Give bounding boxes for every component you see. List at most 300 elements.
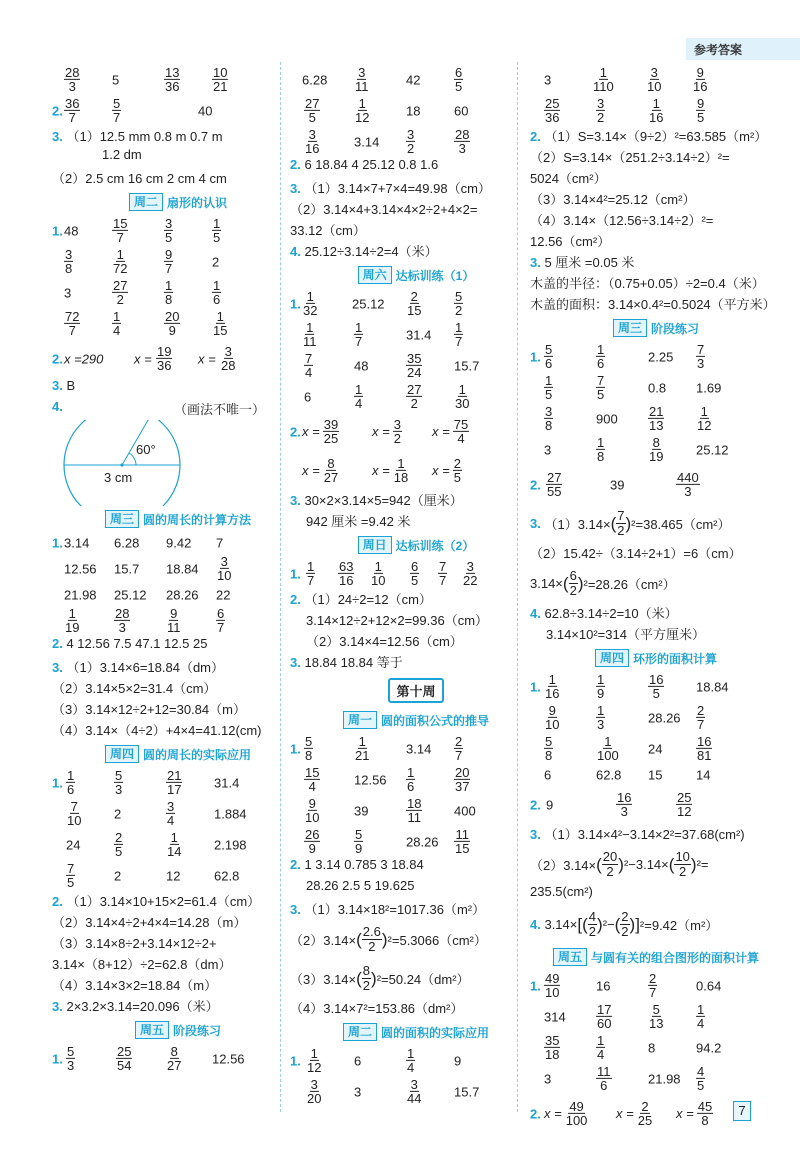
question-number: 2. <box>52 103 63 118</box>
answer-cell <box>648 404 664 432</box>
section-day-badge: 周二 <box>129 193 163 211</box>
denominator: 15 <box>213 323 228 338</box>
denominator: 8 <box>65 261 73 276</box>
fraction <box>166 768 182 796</box>
answer-cell <box>676 1099 713 1127</box>
denominator: 15 <box>455 841 470 856</box>
circle-diagram <box>52 420 304 506</box>
fraction <box>592 65 615 93</box>
denominator: 3 <box>697 356 705 371</box>
answer-text: （1）3.14×18²=1017.36（m²） <box>304 902 486 917</box>
denominator: 7 <box>307 573 315 588</box>
answer-cell <box>454 827 470 855</box>
denominator: 13 <box>649 418 664 433</box>
denominator: 2 <box>679 864 687 879</box>
question-number: 3. <box>530 827 541 842</box>
answer-cell <box>596 672 605 700</box>
answer-text: （2）3.14× <box>530 858 597 873</box>
answer-row <box>52 584 304 605</box>
denominator: 10 <box>217 568 232 583</box>
fraction <box>648 435 664 463</box>
question-number: 1. <box>290 566 301 581</box>
denominator: 5 <box>115 844 123 859</box>
numerator: 16 <box>697 733 712 749</box>
page-number: 7 <box>733 1101 751 1121</box>
answer-value: 31.4 <box>214 775 240 790</box>
answer-cell <box>112 72 119 87</box>
section-day-badge: 周四 <box>105 745 139 763</box>
numerator: 1 <box>697 1001 705 1017</box>
numerator: 17 <box>597 1001 612 1017</box>
denominator: 20 <box>307 1091 322 1106</box>
answer-cell <box>304 127 320 155</box>
answer-column-3 <box>530 64 782 1133</box>
numerator: 3 <box>65 246 73 262</box>
fraction <box>697 1099 713 1127</box>
fraction <box>304 96 320 124</box>
answer-row <box>290 589 542 610</box>
fraction <box>596 734 620 762</box>
answer-value: 48 <box>64 223 79 238</box>
answer-cell <box>406 289 422 317</box>
answer-cell <box>648 741 662 756</box>
question-number: 1. <box>52 223 63 238</box>
answer-row <box>530 168 782 189</box>
answer-value: 3 <box>544 442 552 457</box>
numerator: 5 <box>652 1001 660 1017</box>
fraction <box>114 830 123 858</box>
numerator: 7 <box>439 558 447 574</box>
answer-row <box>52 798 304 829</box>
denominator: 12 <box>677 804 692 819</box>
answer-cell <box>372 417 402 445</box>
answer-cell <box>454 358 479 373</box>
denominator: 36 <box>157 358 172 373</box>
section-header <box>290 707 542 733</box>
answer-text: 942 厘米 =9.42 米 <box>306 514 411 529</box>
answer-text: ²=9.42（m²） <box>639 918 719 933</box>
denominator: 5 <box>652 686 660 701</box>
numerator: 1 <box>397 455 405 471</box>
numerator: 25 <box>545 95 560 111</box>
answer-text: 1.2 dm <box>102 147 142 162</box>
denominator: 9 <box>308 841 316 856</box>
paren-open: ( <box>582 914 588 934</box>
denominator: 2 <box>597 110 605 125</box>
answer-cell <box>432 456 462 484</box>
numerator: 1 <box>358 733 366 749</box>
denominator: 5 <box>213 230 221 245</box>
answer-cell <box>114 830 123 858</box>
answer-cell <box>64 247 73 275</box>
numerator: 1 <box>700 403 708 419</box>
answer-text: 25.12÷3.14÷2=4（米） <box>304 244 438 259</box>
fraction <box>66 768 75 796</box>
answer-cell <box>696 380 721 395</box>
numerator: 3 <box>165 215 173 231</box>
answer-value: 21.98 <box>648 1071 681 1086</box>
fraction <box>546 470 562 498</box>
answer-row <box>530 465 782 504</box>
numerator: 9 <box>170 605 178 621</box>
answer-text: （1）3.14× <box>544 517 611 532</box>
answer-text: （2）S=3.14×（251.2÷3.14÷2）²= <box>530 150 730 165</box>
answer-cell <box>212 216 221 244</box>
numerator: 9 <box>165 246 173 262</box>
fraction <box>406 1077 422 1105</box>
answer-text: x =290 <box>64 351 104 366</box>
fraction <box>544 404 553 432</box>
answer-row <box>530 95 782 126</box>
answer-cell <box>212 65 228 93</box>
answer-row <box>290 126 542 157</box>
answer-text: 3.14×（8+12）÷2=62.8（dm） <box>52 957 232 972</box>
question-number: 2. <box>530 1106 541 1121</box>
fraction <box>362 925 382 953</box>
answer-cell <box>212 254 219 269</box>
fraction <box>64 247 73 275</box>
answer-cell <box>166 768 182 796</box>
denominator: 2 <box>617 523 625 538</box>
fraction <box>696 342 705 370</box>
section-title: 扇形的认识 <box>167 195 228 210</box>
answer-cell <box>214 775 239 790</box>
answer-value: 31.4 <box>406 327 432 342</box>
fraction <box>616 509 625 537</box>
denominator: 30 <box>455 396 470 411</box>
fraction <box>304 796 320 824</box>
fraction <box>648 672 664 700</box>
answer-cell <box>648 1071 681 1086</box>
answer-text: （1）S=3.14×（9÷2）²=63.585（m²） <box>544 129 768 144</box>
denominator: 11 <box>407 810 421 825</box>
answer-text: 3.14× <box>544 917 578 932</box>
answer-cell <box>354 358 368 373</box>
fraction <box>306 1077 322 1105</box>
answer-cell <box>302 320 318 348</box>
fraction <box>112 278 128 306</box>
answer-row <box>530 231 782 252</box>
fraction <box>406 1046 415 1074</box>
denominator: 60 <box>597 1016 612 1031</box>
answer-cell <box>544 342 553 370</box>
numerator: 1 <box>216 308 224 324</box>
answer-value: 1.69 <box>696 380 722 395</box>
answer-value: 39 <box>354 803 369 818</box>
answer-cell <box>354 827 363 855</box>
numerator: 27 <box>305 95 320 111</box>
numerator: 6 <box>411 558 419 574</box>
answer-cell <box>406 103 420 118</box>
answer-value: 25.12 <box>352 296 385 311</box>
answer-value: 15.7 <box>454 358 480 373</box>
fraction <box>648 404 664 432</box>
answer-value: 9 <box>546 797 554 812</box>
fraction <box>164 278 173 306</box>
fraction <box>354 320 363 348</box>
answer-cell <box>212 309 228 337</box>
answer-value: 3 <box>544 72 552 87</box>
answer-text: 3.14×12÷2+12×2=99.36（cm） <box>306 613 489 628</box>
fraction <box>112 309 121 337</box>
answer-cell <box>354 134 379 149</box>
numerator: 1 <box>604 733 612 749</box>
answer-cell <box>64 309 80 337</box>
fraction <box>596 1002 612 1030</box>
fraction <box>453 456 462 484</box>
fraction <box>64 65 80 93</box>
answer-cell <box>648 971 657 999</box>
answer-cell <box>354 65 370 93</box>
answer-row <box>290 64 542 95</box>
fraction <box>454 289 463 317</box>
fraction <box>406 796 422 824</box>
fraction <box>596 672 605 700</box>
answer-cell <box>648 710 681 725</box>
section-title: 环形的面积计算 <box>633 651 718 666</box>
section-day-badge: 周一 <box>343 711 377 729</box>
numerator: 1 <box>407 1045 415 1061</box>
answer-row <box>290 381 542 412</box>
fraction <box>362 964 371 992</box>
denominator: 3 <box>597 717 605 732</box>
question-number: 2. <box>52 636 63 651</box>
paren-close: ) <box>625 513 632 533</box>
fraction <box>323 417 339 445</box>
denominator: 36 <box>545 110 560 125</box>
week-title <box>290 673 542 707</box>
answer-cell <box>616 790 632 818</box>
answer-value: 2 <box>114 806 122 821</box>
denominator: 3 <box>115 782 123 797</box>
answer-value: 40 <box>198 103 213 118</box>
answer-value: 6.28 <box>302 72 328 87</box>
denominator: 6 <box>67 782 75 797</box>
answer-cell <box>546 470 562 498</box>
numerator: 1 <box>116 246 124 262</box>
section-title: 与圆有关的组合图形的面积计算 <box>591 950 760 965</box>
fraction <box>453 417 469 445</box>
numerator: 6 <box>455 64 463 80</box>
fraction <box>406 765 415 793</box>
fraction <box>362 964 371 992</box>
answer-cell <box>338 559 354 587</box>
fraction <box>620 910 629 938</box>
paren-close: ) <box>690 854 697 874</box>
denominator: 7 <box>68 110 76 125</box>
answer-cell <box>696 1002 705 1030</box>
question-number: 1. <box>530 679 541 694</box>
numerator: 1 <box>548 671 556 687</box>
fraction <box>676 790 692 818</box>
denominator: 2 <box>410 396 418 411</box>
answer-cell <box>676 470 700 498</box>
answer-row <box>290 899 542 920</box>
denominator: 3 <box>620 804 628 819</box>
numerator: 2 <box>697 702 705 718</box>
answer-row <box>530 764 782 785</box>
fraction <box>454 765 470 793</box>
answer-cell <box>544 404 553 432</box>
fraction <box>156 344 172 372</box>
answer-cell <box>304 96 320 124</box>
numerator: 1 <box>358 95 366 111</box>
denominator: 5 <box>165 230 173 245</box>
answer-cell <box>544 971 560 999</box>
fraction <box>220 344 236 372</box>
numerator: 5 <box>545 733 553 749</box>
answer-cell <box>454 127 470 155</box>
answer-cell <box>66 1044 75 1072</box>
answer-cell <box>64 96 80 124</box>
fraction <box>569 569 578 597</box>
answer-cell <box>212 278 221 306</box>
fraction <box>362 925 382 953</box>
answer-row <box>52 767 304 798</box>
numerator: 1 <box>597 434 605 450</box>
answer-cell <box>596 703 605 731</box>
answer-value: 22 <box>216 587 231 602</box>
fraction <box>66 861 75 889</box>
denominator: 72 <box>113 261 128 276</box>
numerator: 25 <box>117 1043 132 1059</box>
answer-text: 木盖的半径：（0.75+0.05）÷2=0.4（米） <box>530 276 765 291</box>
denominator: 3 <box>68 79 76 94</box>
answer-cell <box>372 456 409 484</box>
numerator: 1 <box>597 1032 605 1048</box>
answer-value: 24 <box>648 741 663 756</box>
fraction <box>596 373 605 401</box>
fraction <box>454 127 470 155</box>
question-number: 1. <box>52 1051 63 1066</box>
paren-close: ) <box>577 573 584 593</box>
numerator: 3 <box>358 64 366 80</box>
fraction <box>216 606 225 634</box>
numerator: 1 <box>170 829 178 845</box>
answer-cell <box>354 96 370 124</box>
numerator: 1 <box>113 308 121 324</box>
answer-row <box>52 95 304 126</box>
numerator: 63 <box>339 558 354 574</box>
numerator: 2 <box>649 970 657 986</box>
answer-row <box>530 273 782 294</box>
section-header <box>290 532 542 558</box>
paren-open: ( <box>614 914 621 934</box>
answer-value: 6 <box>304 389 312 404</box>
answer-cell <box>302 417 339 445</box>
denominator: 7 <box>439 573 447 588</box>
answer-row <box>52 699 304 720</box>
numerator: 1 <box>597 341 605 357</box>
variable-label: x = <box>616 1106 634 1121</box>
answer-text: ²=50.24（dm²） <box>376 972 470 987</box>
question-number: 2. <box>530 477 541 492</box>
answer-value: 3 <box>354 1084 362 1099</box>
fraction <box>406 351 422 379</box>
section-day-badge: 周三 <box>613 319 647 337</box>
section-header <box>530 645 782 671</box>
numerator: 28 <box>115 605 130 621</box>
denominator: 3 <box>67 1058 75 1073</box>
question-number: 1. <box>290 1053 301 1068</box>
answer-value: 18.84 <box>166 561 199 576</box>
paren-open: ( <box>610 513 617 533</box>
numerator: 3 <box>466 558 474 574</box>
answer-cell <box>544 373 553 401</box>
answer-cell <box>648 380 666 395</box>
denominator: 44 <box>407 1091 422 1106</box>
answer-row <box>530 403 782 434</box>
answer-text: ²=38.465（cm²） <box>631 517 731 532</box>
answer-row <box>530 252 782 273</box>
numerator: 3 <box>220 553 228 569</box>
answer-cell <box>544 734 553 762</box>
fraction <box>438 559 447 587</box>
answer-cell <box>212 1051 245 1066</box>
answer-text: （1）24÷2=12（cm） <box>304 592 432 607</box>
numerator: 8 <box>362 963 371 979</box>
denominator: 4 <box>167 813 175 828</box>
answer-row <box>530 733 782 764</box>
answer-text: ²=28.26（cm²） <box>583 577 676 592</box>
answer-cell <box>692 65 708 93</box>
fraction <box>454 827 470 855</box>
fraction <box>354 734 370 762</box>
denominator: 10 <box>545 985 560 1000</box>
paren-open: ( <box>668 854 675 874</box>
answer-value: 9.42 <box>166 535 192 550</box>
fraction <box>112 216 128 244</box>
answer-row <box>52 829 304 860</box>
numerator: 2 <box>453 455 461 471</box>
answer-row <box>290 1045 542 1076</box>
answer-row <box>52 657 304 678</box>
numerator: 3 <box>597 95 605 111</box>
numerator: 4 <box>588 909 597 925</box>
fraction <box>410 559 419 587</box>
fraction <box>112 96 121 124</box>
answer-cell <box>64 587 97 602</box>
denominator: 2 <box>455 303 463 318</box>
denominator: 9 <box>355 841 363 856</box>
center-point <box>120 463 123 466</box>
answer-cell <box>112 247 128 275</box>
answer-value: 2.198 <box>214 837 247 852</box>
fraction <box>164 247 173 275</box>
answer-cell <box>648 1040 655 1055</box>
answer-row <box>530 1063 782 1094</box>
answer-value: 0.8 <box>648 380 667 395</box>
numerator: 5 <box>67 1043 75 1059</box>
fraction <box>302 320 318 348</box>
answer-cell <box>216 606 225 634</box>
answer-value: 1.884 <box>214 806 247 821</box>
answer-row <box>52 636 304 657</box>
answer-value: 2 <box>114 868 122 883</box>
answer-cell <box>304 734 313 762</box>
fraction <box>544 1033 560 1061</box>
answer-value: 28.26 <box>648 710 681 725</box>
answer-column-2 <box>290 64 542 1107</box>
answer-cell <box>354 1053 361 1068</box>
answer-text: 30×2×3.14×5=942（厘米） <box>304 493 463 508</box>
answer-cell <box>454 765 470 793</box>
numerator: 16 <box>649 671 664 687</box>
answer-text: （1）3.14×10+15×2=61.4（cm） <box>66 894 261 909</box>
denominator: 2 <box>588 924 597 939</box>
fraction <box>304 765 320 793</box>
denominator: 12 <box>307 1060 322 1075</box>
